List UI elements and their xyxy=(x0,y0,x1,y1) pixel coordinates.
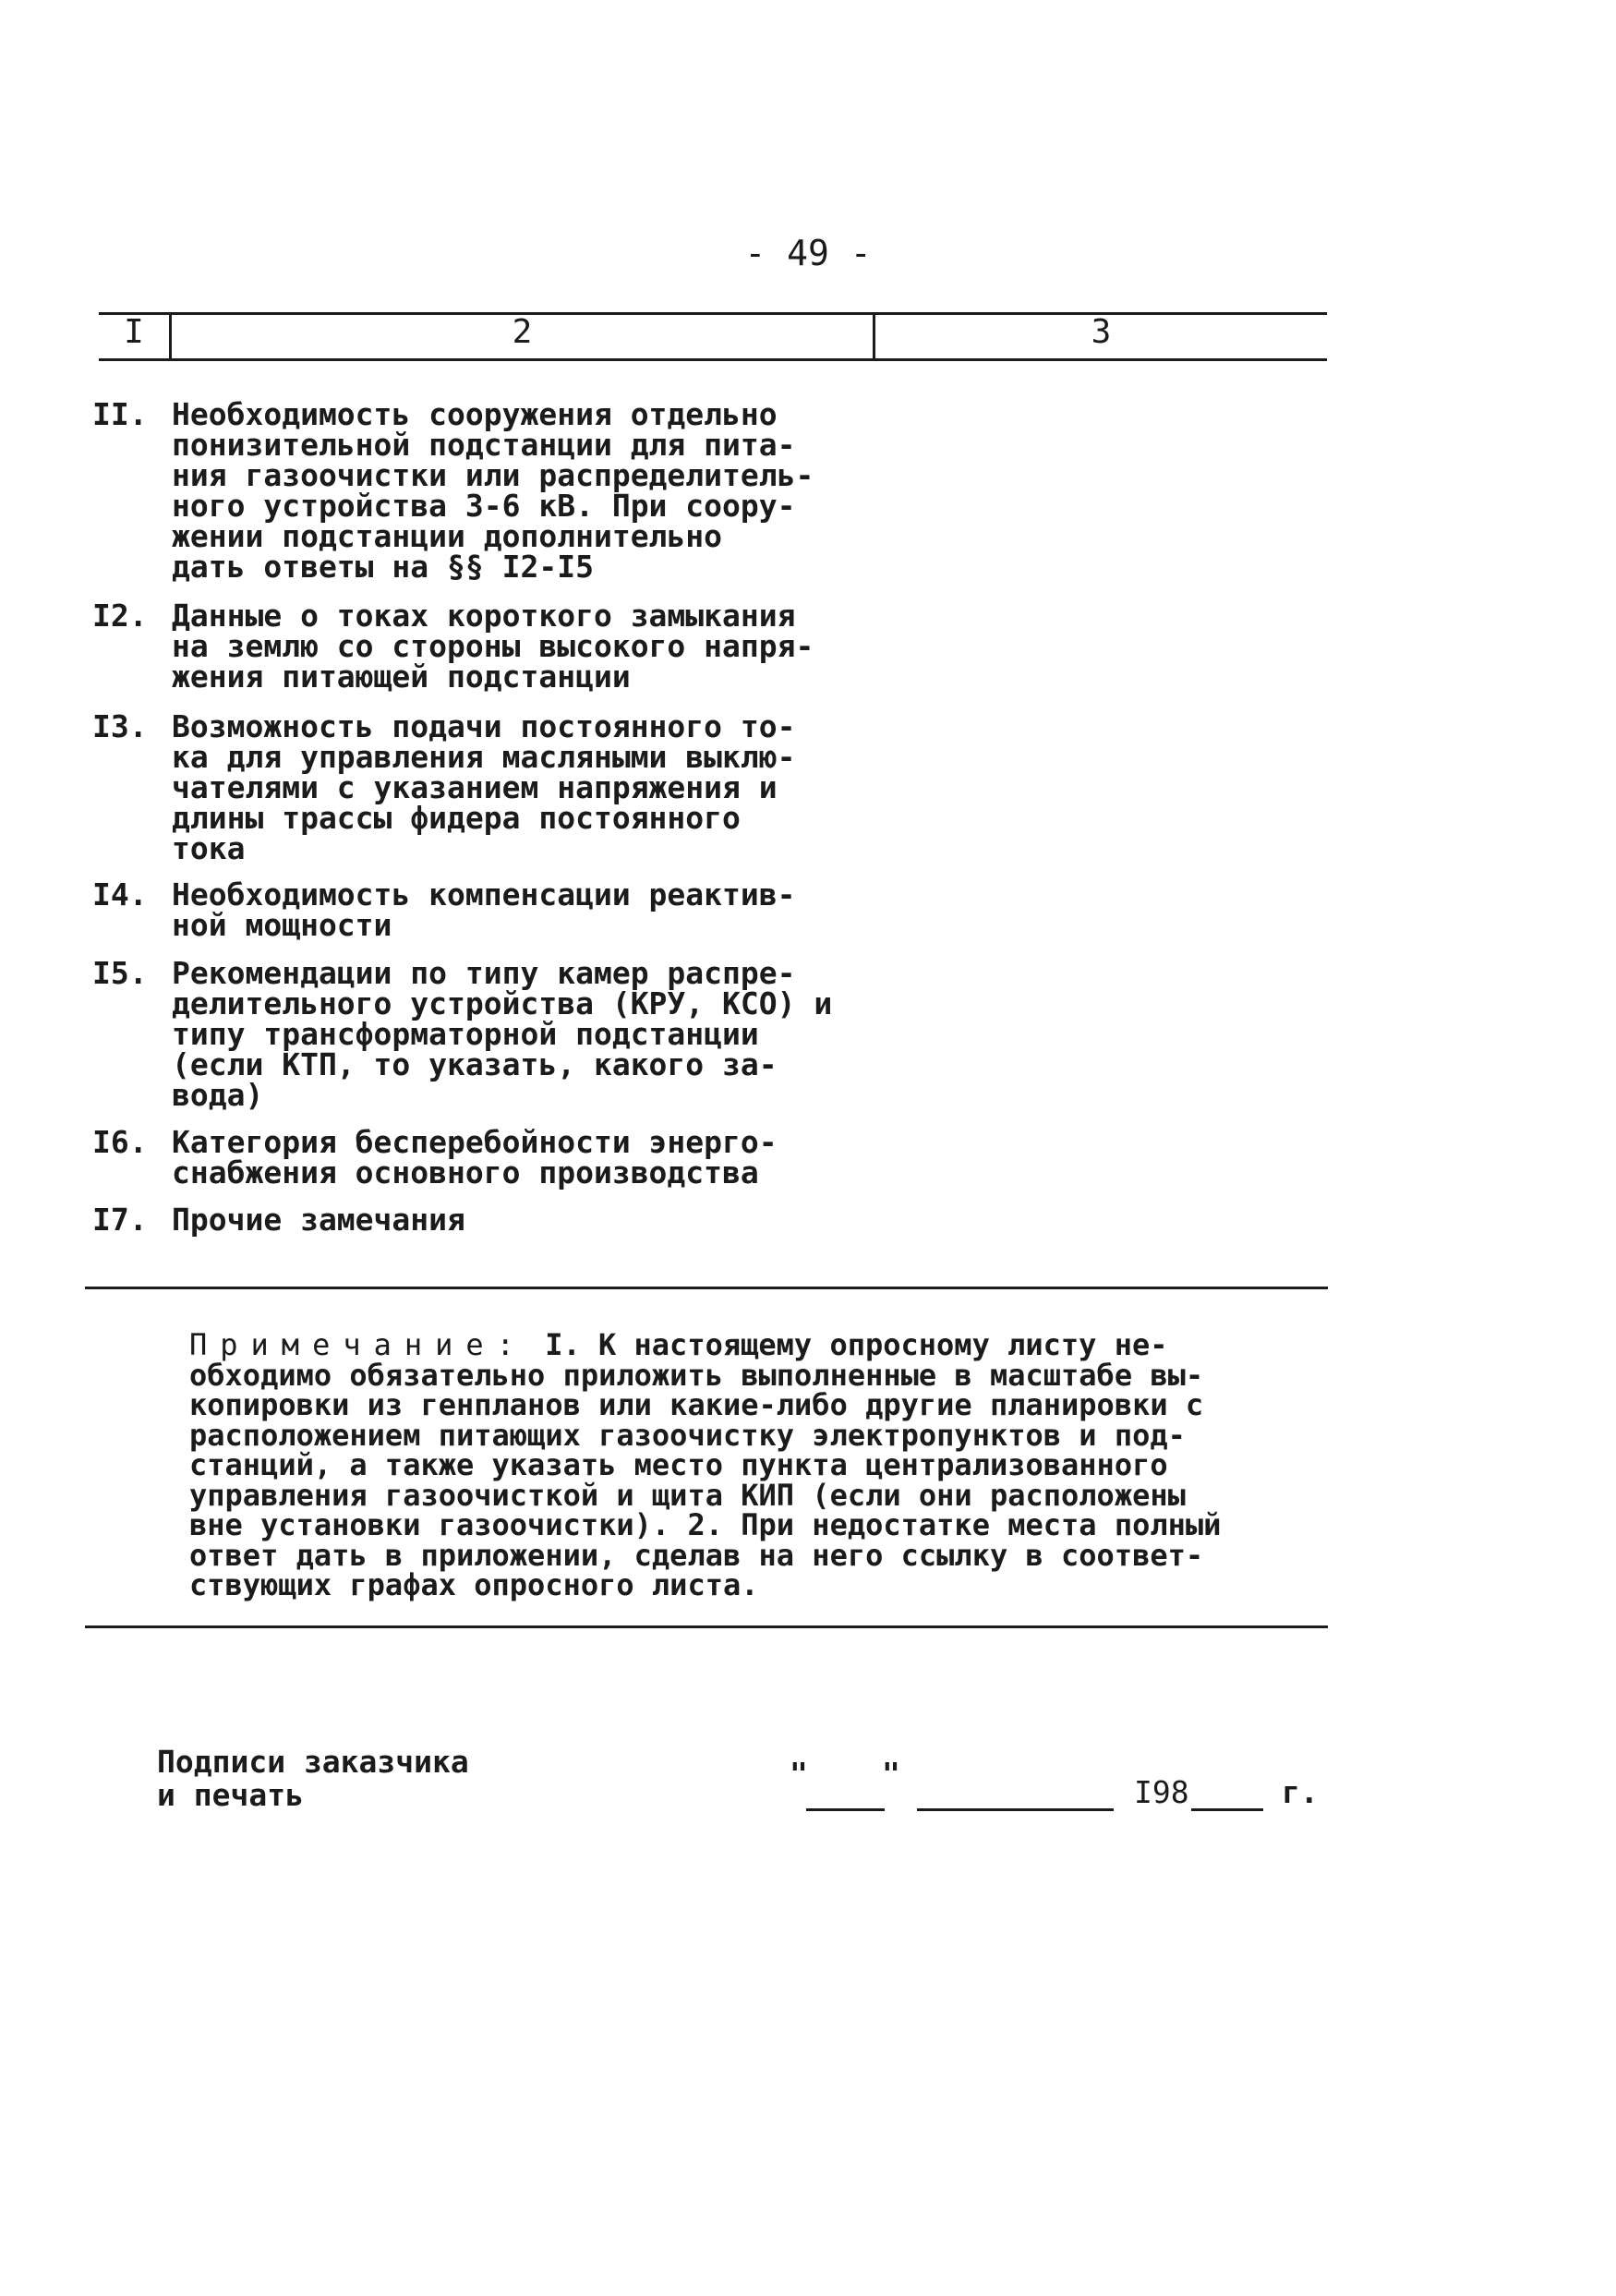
year-prefix: I98 xyxy=(1134,1774,1189,1810)
page-number: - 49 - xyxy=(744,233,872,273)
list-item xyxy=(92,1124,868,1191)
note-bottom-rule xyxy=(85,1625,1328,1628)
list-item xyxy=(92,708,868,868)
item-text: Данные о токах короткого замыкания на землю со стороны высокого напря- жения питающей подстанции xyxy=(172,598,814,695)
item-text: Прочие замечания xyxy=(172,1202,465,1238)
signature-line-1: Подписи заказчика xyxy=(157,1744,469,1780)
table-header-bottom-rule xyxy=(99,358,1327,361)
note-text: I. К настоящему опросному листу не- обходимо обязательно приложить выполненные в масштабе вы- копировки из генпланов или какие-либо другие планировки с расположением питающих газоочистку электропунктов и под- станций, а также указать место пункта централизованного управления газоочисткой и щита КИП (если они расположены вне установки газоочистки). 2. При недостатке места полный ответ дать в приложении, сделав на него ссылку в соответ- ствующих графах опросного листа. xyxy=(189,1327,1222,1602)
item-text: Возможность подачи постоянного то- ка для управления масляными выклю- чателями с указанием напряжения и длины трассы фидера постоянного тока xyxy=(172,708,796,866)
column-header-1: I xyxy=(124,313,144,351)
date-quote-close: " xyxy=(882,1756,900,1792)
day-blank-line xyxy=(806,1808,885,1811)
year-suffix: г. xyxy=(1282,1774,1319,1810)
date-quote-open: " xyxy=(790,1756,808,1792)
item-number: I3. xyxy=(92,708,148,744)
item-number: I7. xyxy=(92,1202,148,1238)
item-text: Категория бесперебойности энерго- снабжения основного производства xyxy=(172,1124,778,1190)
item-text: Рекомендации по типу камер распре- делительного устройства (КРУ, КСО) и типу трансформаторной подстанции (если КТП, то указать, какого за- вода) xyxy=(172,955,833,1113)
note-label: Примечание: xyxy=(189,1327,527,1362)
item-text: Необходимость сооружения отдельно понизительной подстанции для пита- ния газоочистки или распределитель- ного устройства 3-6 кВ. При соору- жении подстанции дополнительно дать ответы на §§ I2-I5 xyxy=(172,396,814,585)
note-top-rule xyxy=(85,1287,1328,1289)
item-number: II. xyxy=(92,396,148,432)
item-text: Необходимость компенсации реактив- ной мощности xyxy=(172,876,796,943)
list-item xyxy=(92,396,868,585)
item-number: I2. xyxy=(92,598,148,634)
month-blank-line xyxy=(917,1808,1114,1811)
note-block xyxy=(189,1327,1353,1602)
item-number: I6. xyxy=(92,1124,148,1160)
column-header-2: 2 xyxy=(512,313,533,351)
column-header-3: 3 xyxy=(1091,313,1112,351)
signature-line-2: и печать xyxy=(157,1777,304,1813)
item-number: I5. xyxy=(92,955,148,991)
list-item xyxy=(92,1204,868,1241)
list-item xyxy=(92,955,868,1115)
list-item xyxy=(92,876,868,944)
year-blank-line xyxy=(1191,1808,1263,1811)
item-number: I4. xyxy=(92,876,148,912)
signature-label xyxy=(157,1746,469,1812)
list-item xyxy=(92,600,868,693)
